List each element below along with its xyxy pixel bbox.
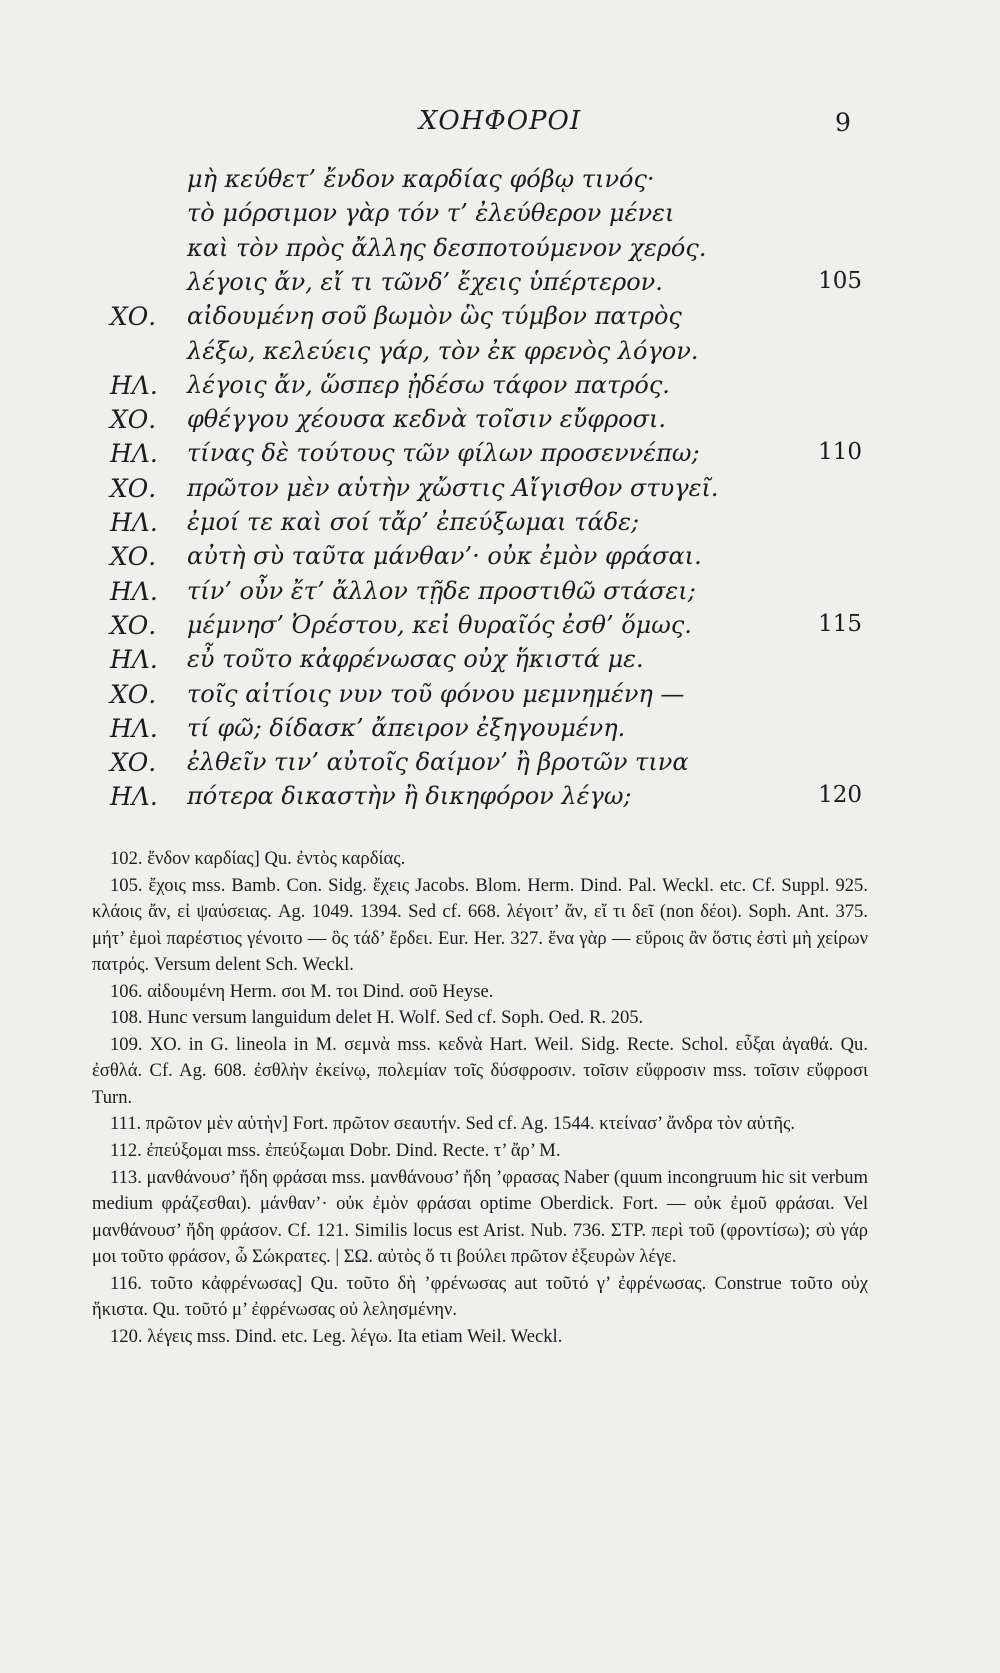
verse-line (0, 645, 1000, 679)
verse-text: πότερα δικαστὴν ἢ δικηφόρον λέγω; (187, 782, 632, 811)
speaker-label: ΧΟ. (110, 302, 157, 332)
verse-line (0, 508, 1000, 542)
apparatus-note: 112. ἐπεύξομαι mss. ἐπεύξωμαι Dobr. Dind. Recte. τ’ ἄρ’ M. (110, 1140, 561, 1162)
apparatus-note: 105. ἔχοις mss. Bamb. Con. Sidg. ἔχεις Jacobs. Blom. Herm. Dind. Pal. Weckl. etc. Cf. Suppl. 925. κλάοις ἄν, εἰ ψαύσειας. Ag. 1049. 1394. Sed cf. 668. λέγοιτ’ ἄν, εἴ τι δεῖ (non δέοι). Soph. Ant. 375. μήτ’ ἐμοὶ παρέστιος γένοιτο — ὃς τάδ’ ἔρδει. Eur. Her. 327. ἕνα γὰρ — εὕροις ἂν ὅστις ἐστὶ μὴ χείρων πατρός. Versum delent Sch. Weckl. (92, 874, 868, 976)
verse-line (0, 474, 1000, 508)
apparatus-note: 102. ἔνδον καρδίας] Qu. ἐντὸς καρδίας. (110, 848, 406, 869)
verse-text: τίνας δὲ τούτους τῶν φίλων προσεννέπω; (187, 439, 700, 468)
verse-line (0, 680, 1000, 714)
apparatus-note: 108. Hunc versum languidum delet H. Wolf. Sed cf. Soph. Oed. R. 205. (110, 1007, 644, 1029)
speaker-label: ΧΟ. (110, 679, 157, 709)
verse-text: ἐμοί τε καὶ σοί τἄρ’ ἐπεύξωμαι τάδε; (187, 508, 640, 536)
verse-line (0, 714, 1000, 748)
speaker-label: ΧΟ. (110, 473, 157, 503)
verse-text: τὸ μόρσιμον γὰρ τόν τ’ ἐλεύθερον μένει (187, 199, 675, 228)
speaker-label: ΗΛ. (110, 576, 158, 606)
apparatus-note: 116. τοῦτο κἀφρένωσας] Qu. τοῦτο δὴ ’φρένωσας aut τοῦτό γ’ ἐφρένωσας. Construe τοῦτο οὐχ ἥκιστα. Qu. τοῦτό μ’ ἐφρένωσας οὐ λελησμένην. (92, 1272, 868, 1321)
verse-line (0, 234, 1000, 268)
verse-text: εὖ τοῦτο κἀφρένωσας οὐχ ἥκιστά με. (187, 645, 644, 674)
verse-text: τοῖς αἰτίοις νυν τοῦ φόνου μεμνημένη — (187, 679, 685, 708)
verse-text: λέξω, κελεύεις γάρ, τὸν ἐκ φρενὸς λόγον. (187, 336, 699, 365)
verse-line (0, 542, 1000, 576)
verse-text: τί φῶ; δίδασκ’ ἄπειρον ἐξηγουμένη. (187, 713, 626, 742)
verse-line (0, 199, 1000, 233)
verse-line (0, 302, 1000, 336)
verse-line (0, 165, 1000, 199)
verse-text: πρῶτον μὲν αὑτὴν χὤστις Αἴγισθον στυγεῖ. (187, 473, 719, 502)
verse-line (0, 577, 1000, 611)
verse-line (0, 405, 1000, 439)
apparatus-note: 120. λέγεις mss. Dind. etc. Leg. λέγω. Ita etiam Weil. Weckl. (110, 1325, 563, 1347)
verse-line (0, 371, 1000, 405)
speaker-label: ΧΟ. (110, 610, 157, 640)
verse-text: λέγοις ἄν, εἴ τι τῶνδ’ ἔχεις ὑπέρτερον. (187, 267, 663, 296)
verse-text: λέγοις ἄν, ὥσπερ ᾐδέσω τάφον πατρός. (187, 370, 670, 399)
speaker-label: ΧΟ. (110, 405, 157, 435)
speaker-label: ΗΛ. (110, 439, 158, 469)
verse-line (0, 337, 1000, 371)
verse-line (0, 782, 1000, 816)
verse-text: αὐτὴ σὺ ταῦτα μάνθαν’· οὐκ ἐμὸν φράσαι. (187, 542, 702, 571)
verse-line (0, 268, 1000, 302)
verse-text: φθέγγου χέουσα κεδνὰ τοῖσιν εὔφροσι. (187, 405, 667, 434)
apparatus-note: 111. πρῶτον μὲν αὑτὴν] Fort. πρῶτον σεαυτήν. Sed cf. Ag. 1544. κτείνασ’ ἄνδρα τὸν αὑτῆς. (110, 1113, 796, 1135)
speaker-label: ΗΛ. (110, 782, 158, 812)
speaker-label: ΗΛ. (110, 713, 158, 743)
speaker-label: ΗΛ. (110, 370, 158, 400)
line-number: 120 (818, 782, 862, 809)
verse-text: ἐλθεῖν τιν’ αὐτοῖς δαίμον’ ἢ βροτῶν τινα (187, 748, 689, 777)
critical-apparatus (92, 846, 868, 1350)
verse-line (0, 439, 1000, 473)
speaker-label: ΗΛ. (110, 645, 158, 675)
speaker-label: ΗΛ. (110, 508, 158, 537)
verse-text: μέμνησ’ Ὀρέστου, κεἰ θυραῖός ἐσθ’ ὅμως. (187, 610, 692, 639)
running-title: ΧΟΗΦΟΡΟΙ (418, 106, 582, 136)
speaker-label: ΧΟ. (110, 542, 157, 572)
line-number: 105 (818, 267, 862, 294)
apparatus-note: 113. μανθάνουσ’ ἤδη φράσαι mss. μανθάνουσ’ ἤδη ’φρασας Naber (quum incongruum hic sit verbum medium φράζεσθαι). μάνθαν’· οὐκ ἐμὸν φράσαι optime Oberdick. Fort. — οὐκ ἐμοῦ φράσαι. Vel μανθάνουσ’ ἤδη φράσον. Cf. 121. Similis locus est Arist. Nub. 736. ΣΤΡ. περὶ τοῦ (φροντίσω); σὺ γάρ μοι τοῦτο φράσον, ὦ Σώκρατες. | ΣΩ. αὐτὸς ὅ τι βούλει πρῶτον ἐξευρὼν λέγε. (92, 1166, 868, 1268)
verse-text: καὶ τὸν πρὸς ἄλλης δεσποτούμενον χερός. (187, 233, 707, 262)
verse-text: τίν’ οὖν ἔτ’ ἄλλον τῇδε προστιθῶ στάσει; (187, 576, 696, 605)
verse-line (0, 611, 1000, 645)
apparatus-note: 109. ΧΟ. in G. lineola in M. σεμνὰ mss. κεδνὰ Hart. Weil. Sidg. Recte. Schol. εὖξαι ἀγαθά. Qu. ἐσθλά. Cf. Ag. 608. ἐσθλὴν ἐκείνῳ, πολεμίαν τοῖς δύσφροσιν. τοῖσιν εὔφροσιν mss. τοῖσιν εὔφροσι Turn. (92, 1033, 868, 1108)
line-number: 110 (818, 439, 862, 466)
line-number: 115 (818, 610, 862, 637)
apparatus-note: 106. αἰδουμένη Herm. σοι M. τοι Dind. σοῦ Heyse. (110, 980, 494, 1002)
page-number: 9 (835, 108, 851, 137)
speaker-label: ΧΟ. (110, 748, 157, 778)
verse-line (0, 748, 1000, 782)
verse-text: μὴ κεύθετ’ ἔνδον καρδίας φόβῳ τινός· (187, 165, 655, 193)
verse-text: αἰδουμένη σοῦ βωμὸν ὣς τύμβον πατρὸς (187, 302, 682, 331)
